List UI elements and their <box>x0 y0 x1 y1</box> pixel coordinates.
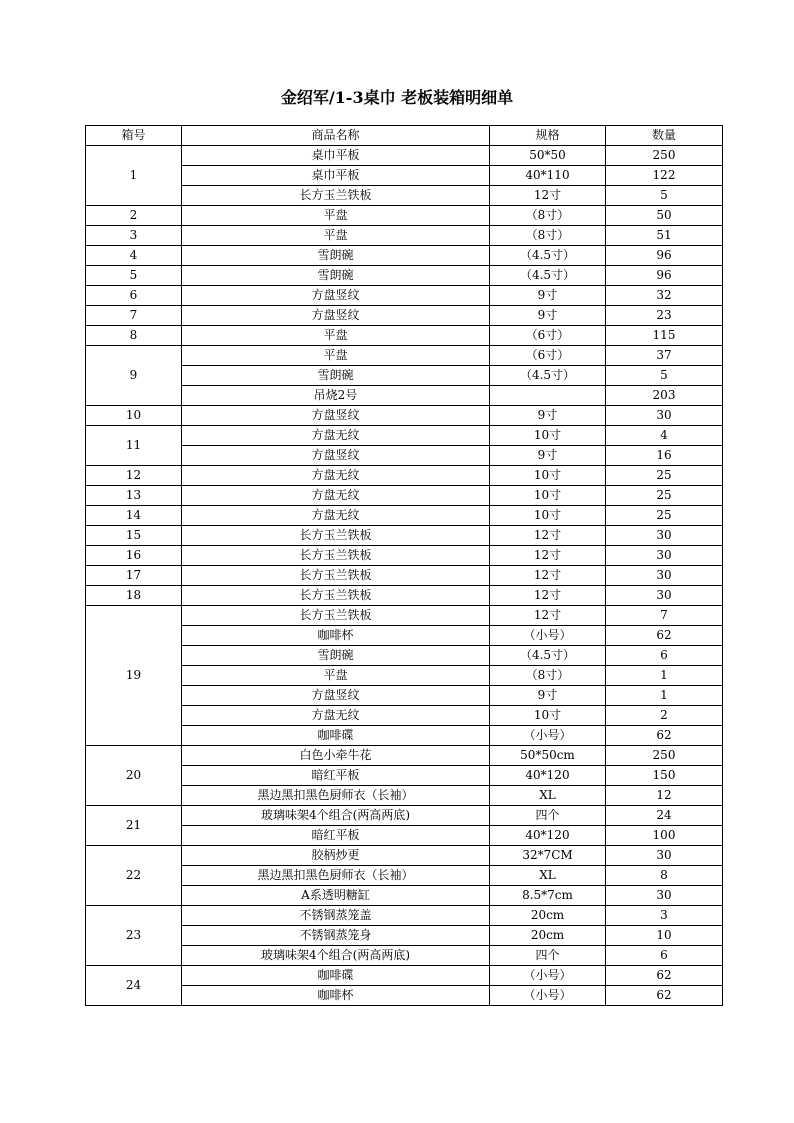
spec-cell: 9寸 <box>490 446 606 466</box>
box-number-cell: 14 <box>86 506 182 526</box>
spec-cell: 9寸 <box>490 406 606 426</box>
quantity-cell: 96 <box>606 246 723 266</box>
table-row <box>86 346 723 366</box>
quantity-cell: 150 <box>606 766 723 786</box>
quantity-cell: 5 <box>606 186 723 206</box>
quantity-cell: 30 <box>606 846 723 866</box>
quantity-cell: 62 <box>606 726 723 746</box>
table-row <box>86 926 723 946</box>
quantity-cell: 62 <box>606 626 723 646</box>
box-number-cell: 10 <box>86 406 182 426</box>
product-name-cell: 雪朗碗 <box>182 646 490 666</box>
product-name-cell: 长方玉兰铁板 <box>182 606 490 626</box>
table-row <box>86 386 723 406</box>
table-row <box>86 766 723 786</box>
quantity-cell: 37 <box>606 346 723 366</box>
table-row <box>86 426 723 446</box>
quantity-cell: 4 <box>606 426 723 446</box>
spec-cell: （6寸） <box>490 346 606 366</box>
box-number-cell: 6 <box>86 286 182 306</box>
table-row <box>86 726 723 746</box>
spec-cell <box>490 386 606 406</box>
spec-cell: 9寸 <box>490 306 606 326</box>
spec-cell: 12寸 <box>490 546 606 566</box>
quantity-cell: 250 <box>606 146 723 166</box>
box-number-cell: 2 <box>86 206 182 226</box>
table-row <box>86 886 723 906</box>
table-row <box>86 246 723 266</box>
product-name-cell: 吊烧2号 <box>182 386 490 406</box>
quantity-cell: 32 <box>606 286 723 306</box>
quantity-cell: 50 <box>606 206 723 226</box>
table-row <box>86 486 723 506</box>
spec-cell: 9寸 <box>490 286 606 306</box>
product-name-cell: 玻璃味架4个组合(两高两底) <box>182 806 490 826</box>
table-body <box>86 146 723 1006</box>
quantity-cell: 3 <box>606 906 723 926</box>
table-row <box>86 786 723 806</box>
spec-cell: 12寸 <box>490 606 606 626</box>
box-number-cell: 22 <box>86 846 182 906</box>
product-name-cell: 桌巾平板 <box>182 166 490 186</box>
box-number-cell: 19 <box>86 606 182 746</box>
spec-cell: （8寸） <box>490 226 606 246</box>
table-row <box>86 206 723 226</box>
product-name-cell: 雪朗碗 <box>182 246 490 266</box>
product-name-cell: 方盘竖纹 <box>182 446 490 466</box>
product-name-cell: 长方玉兰铁板 <box>182 526 490 546</box>
box-number-cell: 4 <box>86 246 182 266</box>
table-row <box>86 606 723 626</box>
header-product-name: 商品名称 <box>182 126 490 146</box>
spec-cell: （6寸） <box>490 326 606 346</box>
product-name-cell: 平盘 <box>182 666 490 686</box>
product-name-cell: 平盘 <box>182 346 490 366</box>
product-name-cell: 咖啡杯 <box>182 986 490 1006</box>
box-number-cell: 11 <box>86 426 182 466</box>
quantity-cell: 25 <box>606 466 723 486</box>
quantity-cell: 203 <box>606 386 723 406</box>
quantity-cell: 51 <box>606 226 723 246</box>
box-number-cell: 20 <box>86 746 182 806</box>
quantity-cell: 30 <box>606 566 723 586</box>
product-name-cell: 平盘 <box>182 206 490 226</box>
table-row <box>86 686 723 706</box>
table-row <box>86 186 723 206</box>
header-box-number: 箱号 <box>86 126 182 146</box>
quantity-cell: 115 <box>606 326 723 346</box>
product-name-cell: 方盘无纹 <box>182 506 490 526</box>
box-number-cell: 16 <box>86 546 182 566</box>
table-row <box>86 646 723 666</box>
product-name-cell: 长方玉兰铁板 <box>182 186 490 206</box>
quantity-cell: 6 <box>606 946 723 966</box>
quantity-cell: 7 <box>606 606 723 626</box>
product-name-cell: 桌巾平板 <box>182 146 490 166</box>
quantity-cell: 96 <box>606 266 723 286</box>
table-row <box>86 266 723 286</box>
table-row <box>86 706 723 726</box>
spec-cell: 50*50 <box>490 146 606 166</box>
page-title: 金绍军/1-3桌巾 老板装箱明细单 <box>280 88 514 107</box>
spec-cell: 10寸 <box>490 506 606 526</box>
table-row <box>86 986 723 1006</box>
quantity-cell: 30 <box>606 546 723 566</box>
spec-cell: （8寸） <box>490 666 606 686</box>
product-name-cell: 方盘竖纹 <box>182 686 490 706</box>
box-number-cell: 24 <box>86 966 182 1006</box>
spec-cell: 40*110 <box>490 166 606 186</box>
spec-cell: （小号） <box>490 726 606 746</box>
box-number-cell: 15 <box>86 526 182 546</box>
spec-cell: 20cm <box>490 906 606 926</box>
box-number-cell: 3 <box>86 226 182 246</box>
table-row <box>86 566 723 586</box>
table-row <box>86 586 723 606</box>
spec-cell: 10寸 <box>490 466 606 486</box>
product-name-cell: 暗红平板 <box>182 826 490 846</box>
product-name-cell: 暗红平板 <box>182 766 490 786</box>
quantity-cell: 12 <box>606 786 723 806</box>
box-number-cell: 5 <box>86 266 182 286</box>
quantity-cell: 8 <box>606 866 723 886</box>
box-number-cell: 7 <box>86 306 182 326</box>
table-row <box>86 946 723 966</box>
spec-cell: （4.5寸） <box>490 646 606 666</box>
quantity-cell: 1 <box>606 666 723 686</box>
product-name-cell: 长方玉兰铁板 <box>182 586 490 606</box>
product-name-cell: 方盘竖纹 <box>182 306 490 326</box>
quantity-cell: 5 <box>606 366 723 386</box>
product-name-cell: 方盘竖纹 <box>182 406 490 426</box>
product-name-cell: A系透明糖缸 <box>182 886 490 906</box>
spec-cell: 四个 <box>490 806 606 826</box>
product-name-cell: 玻璃味架4个组合(两高两底) <box>182 946 490 966</box>
table-row <box>86 966 723 986</box>
table-row <box>86 406 723 426</box>
table-row <box>86 466 723 486</box>
spec-cell: 9寸 <box>490 686 606 706</box>
product-name-cell: 方盘无纹 <box>182 426 490 446</box>
quantity-cell: 30 <box>606 526 723 546</box>
box-number-cell: 8 <box>86 326 182 346</box>
spec-cell: 32*7CM <box>490 846 606 866</box>
spec-cell: 12寸 <box>490 186 606 206</box>
table-row <box>86 446 723 466</box>
spec-cell: 12寸 <box>490 526 606 546</box>
table-row <box>86 166 723 186</box>
product-name-cell: 长方玉兰铁板 <box>182 566 490 586</box>
header-quantity: 数量 <box>606 126 723 146</box>
product-name-cell: 平盘 <box>182 326 490 346</box>
quantity-cell: 30 <box>606 886 723 906</box>
spec-cell: （4.5寸） <box>490 266 606 286</box>
product-name-cell: 平盘 <box>182 226 490 246</box>
product-name-cell: 方盘无纹 <box>182 466 490 486</box>
spec-cell: 四个 <box>490 946 606 966</box>
product-name-cell: 咖啡杯 <box>182 626 490 646</box>
spec-cell: 12寸 <box>490 586 606 606</box>
quantity-cell: 30 <box>606 406 723 426</box>
box-number-cell: 21 <box>86 806 182 846</box>
box-number-cell: 13 <box>86 486 182 506</box>
table-row <box>86 806 723 826</box>
product-name-cell: 雪朗碗 <box>182 366 490 386</box>
spec-cell: 50*50cm <box>490 746 606 766</box>
spec-cell: 40*120 <box>490 766 606 786</box>
product-name-cell: 雪朗碗 <box>182 266 490 286</box>
table-row <box>86 506 723 526</box>
table-header-row <box>86 126 723 146</box>
spec-cell: （小号） <box>490 626 606 646</box>
spec-cell: （小号） <box>490 966 606 986</box>
spec-cell: 10寸 <box>490 426 606 446</box>
product-name-cell: 不锈钢蒸笼身 <box>182 926 490 946</box>
product-name-cell: 方盘竖纹 <box>182 286 490 306</box>
spec-cell: 12寸 <box>490 566 606 586</box>
spec-cell: XL <box>490 866 606 886</box>
quantity-cell: 100 <box>606 826 723 846</box>
quantity-cell: 2 <box>606 706 723 726</box>
quantity-cell: 122 <box>606 166 723 186</box>
box-number-cell: 1 <box>86 146 182 206</box>
spec-cell: 20cm <box>490 926 606 946</box>
spec-cell: （4.5寸） <box>490 246 606 266</box>
spec-cell: 8.5*7cm <box>490 886 606 906</box>
box-number-cell: 17 <box>86 566 182 586</box>
spec-cell: 10寸 <box>490 486 606 506</box>
product-name-cell: 咖啡碟 <box>182 726 490 746</box>
table-row <box>86 846 723 866</box>
product-name-cell: 不锈钢蒸笼盖 <box>182 906 490 926</box>
table-row <box>86 146 723 166</box>
spec-cell: （8寸） <box>490 206 606 226</box>
table-row <box>86 746 723 766</box>
quantity-cell: 25 <box>606 486 723 506</box>
packing-list-table <box>85 125 723 1006</box>
quantity-cell: 24 <box>606 806 723 826</box>
spec-cell: （4.5寸） <box>490 366 606 386</box>
quantity-cell: 30 <box>606 586 723 606</box>
product-name-cell: 黑边黑扣黑色厨师衣（长袖） <box>182 866 490 886</box>
table-row <box>86 526 723 546</box>
quantity-cell: 10 <box>606 926 723 946</box>
product-name-cell: 胶柄炒更 <box>182 846 490 866</box>
spec-cell: 40*120 <box>490 826 606 846</box>
table-row <box>86 226 723 246</box>
table-row <box>86 366 723 386</box>
table-row <box>86 906 723 926</box>
box-number-cell: 18 <box>86 586 182 606</box>
quantity-cell: 250 <box>606 746 723 766</box>
product-name-cell: 咖啡碟 <box>182 966 490 986</box>
product-name-cell: 方盘无纹 <box>182 486 490 506</box>
quantity-cell: 23 <box>606 306 723 326</box>
quantity-cell: 6 <box>606 646 723 666</box>
table-row <box>86 306 723 326</box>
quantity-cell: 62 <box>606 966 723 986</box>
table-row <box>86 826 723 846</box>
quantity-cell: 62 <box>606 986 723 1006</box>
quantity-cell: 1 <box>606 686 723 706</box>
product-name-cell: 白色小牵牛花 <box>182 746 490 766</box>
table-row <box>86 866 723 886</box>
product-name-cell: 长方玉兰铁板 <box>182 546 490 566</box>
table-row <box>86 546 723 566</box>
box-number-cell: 23 <box>86 906 182 966</box>
box-number-cell: 9 <box>86 346 182 406</box>
header-spec: 规格 <box>490 126 606 146</box>
table-row <box>86 286 723 306</box>
table-row <box>86 626 723 646</box>
quantity-cell: 25 <box>606 506 723 526</box>
box-number-cell: 12 <box>86 466 182 486</box>
table-row <box>86 326 723 346</box>
spec-cell: （小号） <box>490 986 606 1006</box>
spec-cell: 10寸 <box>490 706 606 726</box>
table-row <box>86 666 723 686</box>
spec-cell: XL <box>490 786 606 806</box>
quantity-cell: 16 <box>606 446 723 466</box>
product-name-cell: 方盘无纹 <box>182 706 490 726</box>
product-name-cell: 黑边黑扣黑色厨师衣（长袖） <box>182 786 490 806</box>
